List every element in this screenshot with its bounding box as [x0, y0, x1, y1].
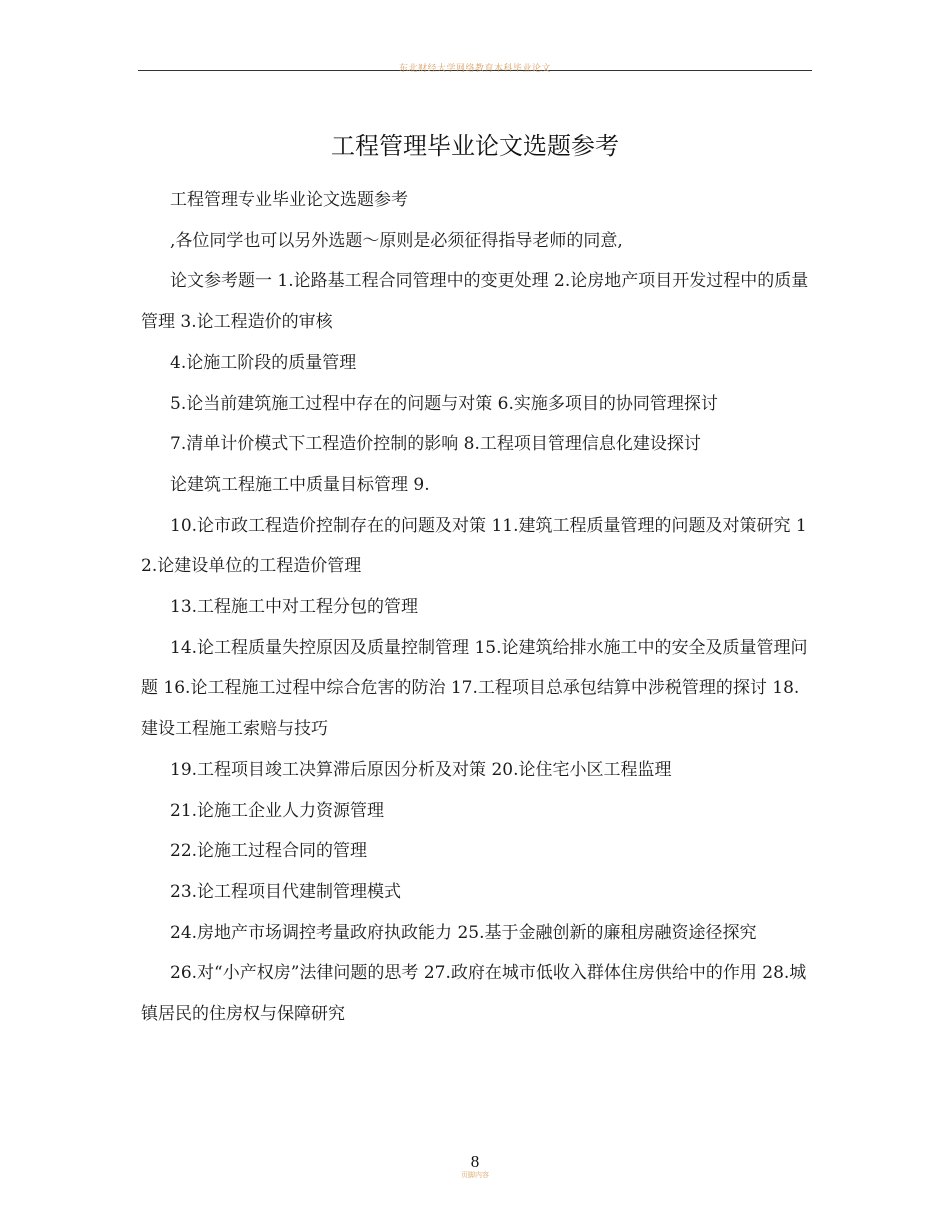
- paragraph: 5.论当前建筑施工过程中存在的问题与对策 6.实施多项目的协同管理探讨: [170, 393, 718, 414]
- document-body: [141, 180, 811, 1035]
- paragraph: 24.房地产市场调控考量政府执政能力 25.基于金融创新的廉租房融资途径探究: [170, 922, 757, 943]
- paragraph: 19.工程项目竣工决算滞后原因分析及对策 20.论住宅小区工程监理: [170, 759, 672, 780]
- paragraph: 13.工程施工中对工程分包的管理: [170, 597, 419, 618]
- paragraph: 26.对“小产权房”法律问题的思考 27.政府在城市低收入群体住房供给中的作用 28.城镇居民的住房权与保障研究: [141, 963, 807, 1025]
- page-header: [138, 56, 812, 74]
- paragraph: 22.论施工过程合同的管理: [170, 841, 368, 862]
- document-title: 工程管理毕业论文选题参考: [331, 132, 619, 160]
- paragraph: 23.论工程项目代建制管理模式: [170, 881, 402, 902]
- paragraph: 4.论施工阶段的质量管理: [170, 352, 357, 373]
- paragraph: 论文参考题一 1.论路基工程合同管理中的变更处理 2.论房地产项目开发过程中的质量管理 3.论工程造价的审核: [141, 271, 809, 333]
- paragraph: ,各位同学也可以另外选题～原则是必须征得指导老师的同意,: [170, 230, 623, 251]
- paragraph: 7.清单计价模式下工程造价控制的影响 8.工程项目管理信息化建设探讨: [170, 434, 701, 455]
- paragraph: 21.论施工企业人力资源管理: [170, 800, 385, 821]
- header-text: 东北财经大学网络教育本科毕业论文: [398, 64, 551, 74]
- paragraph: 10.论市政工程造价控制存在的问题及对策 11.建筑工程质量管理的问题及对策研究 12.论建设单位的工程造价管理: [141, 515, 807, 577]
- page-number: 8: [470, 1152, 480, 1171]
- paragraph: 论建筑工程施工中质量目标管理 9.: [170, 474, 430, 495]
- page-footer: 页脚内容: [461, 1171, 489, 1179]
- paragraph: 工程管理专业毕业论文选题参考: [170, 190, 408, 210]
- paragraph: 14.论工程质量失控原因及质量控制管理 15.论建筑给排水施工中的安全及质量管理问题 16.论工程施工过程中综合危害的防治 17.工程项目总承包结算中涉税管理的探讨 18.建设工程施工索赔与技巧: [141, 637, 808, 740]
